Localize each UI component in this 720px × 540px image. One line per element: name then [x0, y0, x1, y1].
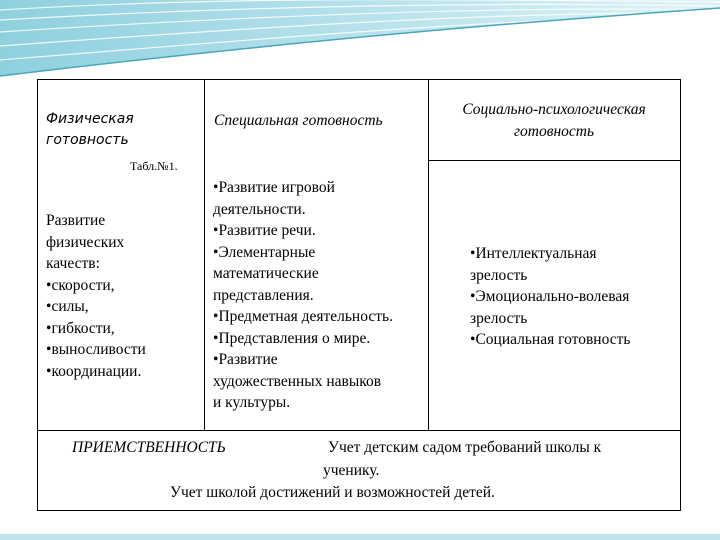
header-divider [428, 160, 680, 161]
list-item: • Развитие [213, 349, 439, 371]
footer-divider [38, 430, 680, 431]
footer-line-3: Учет школой достижений и возможностей детей. [170, 484, 495, 501]
social-list: • Интеллектуальная зрелость • Эмоционально-волевая зрелость • Социальная готовность [470, 243, 680, 351]
table-label: Табл.№1. [130, 159, 178, 173]
header-social: Социально-психологическая готовность [462, 101, 646, 140]
list-item: • выносливости [46, 339, 206, 361]
footer-line-2: ученику. [323, 462, 380, 479]
list-item: • силы, [46, 296, 206, 318]
list-item: • Развитие игровой [213, 177, 439, 199]
list-item: • гибкости, [46, 318, 206, 340]
list-item: • Представления о мире. [213, 328, 439, 350]
list-item: • Интеллектуальная [470, 243, 680, 265]
continuity-title: ПРИЕМСТВЕННОСТЬ [72, 439, 226, 456]
physical-list: Развитие физических качеств: • скорости, • силы, • гибкости, • выносливости • координации. [46, 210, 206, 382]
list-item: • Эмоционально-волевая [470, 286, 680, 308]
decorative-header-band [0, 0, 720, 80]
header-physical: Физическая готовность [46, 111, 134, 148]
list-item: • Предметная деятельность. [213, 306, 439, 328]
list-item: • Социальная готовность [470, 329, 680, 351]
footer-line-1: Учет детским садом требований школы к [328, 439, 602, 456]
special-list: • Развитие игровой деятельности. • Развитие речи. • Элементарные математические представления. • Предметная деятельность. • Представления о мире. • Развитие художественных навыков и культуры. [213, 177, 439, 414]
list-item: • Элементарные [213, 242, 439, 264]
header-special: Специальная готовность [214, 112, 383, 129]
list-item: • координации. [46, 361, 206, 383]
list-item: • скорости, [46, 275, 206, 297]
decorative-footer-band [0, 534, 720, 540]
readiness-table [37, 79, 681, 511]
list-item: • Развитие речи. [213, 220, 439, 242]
